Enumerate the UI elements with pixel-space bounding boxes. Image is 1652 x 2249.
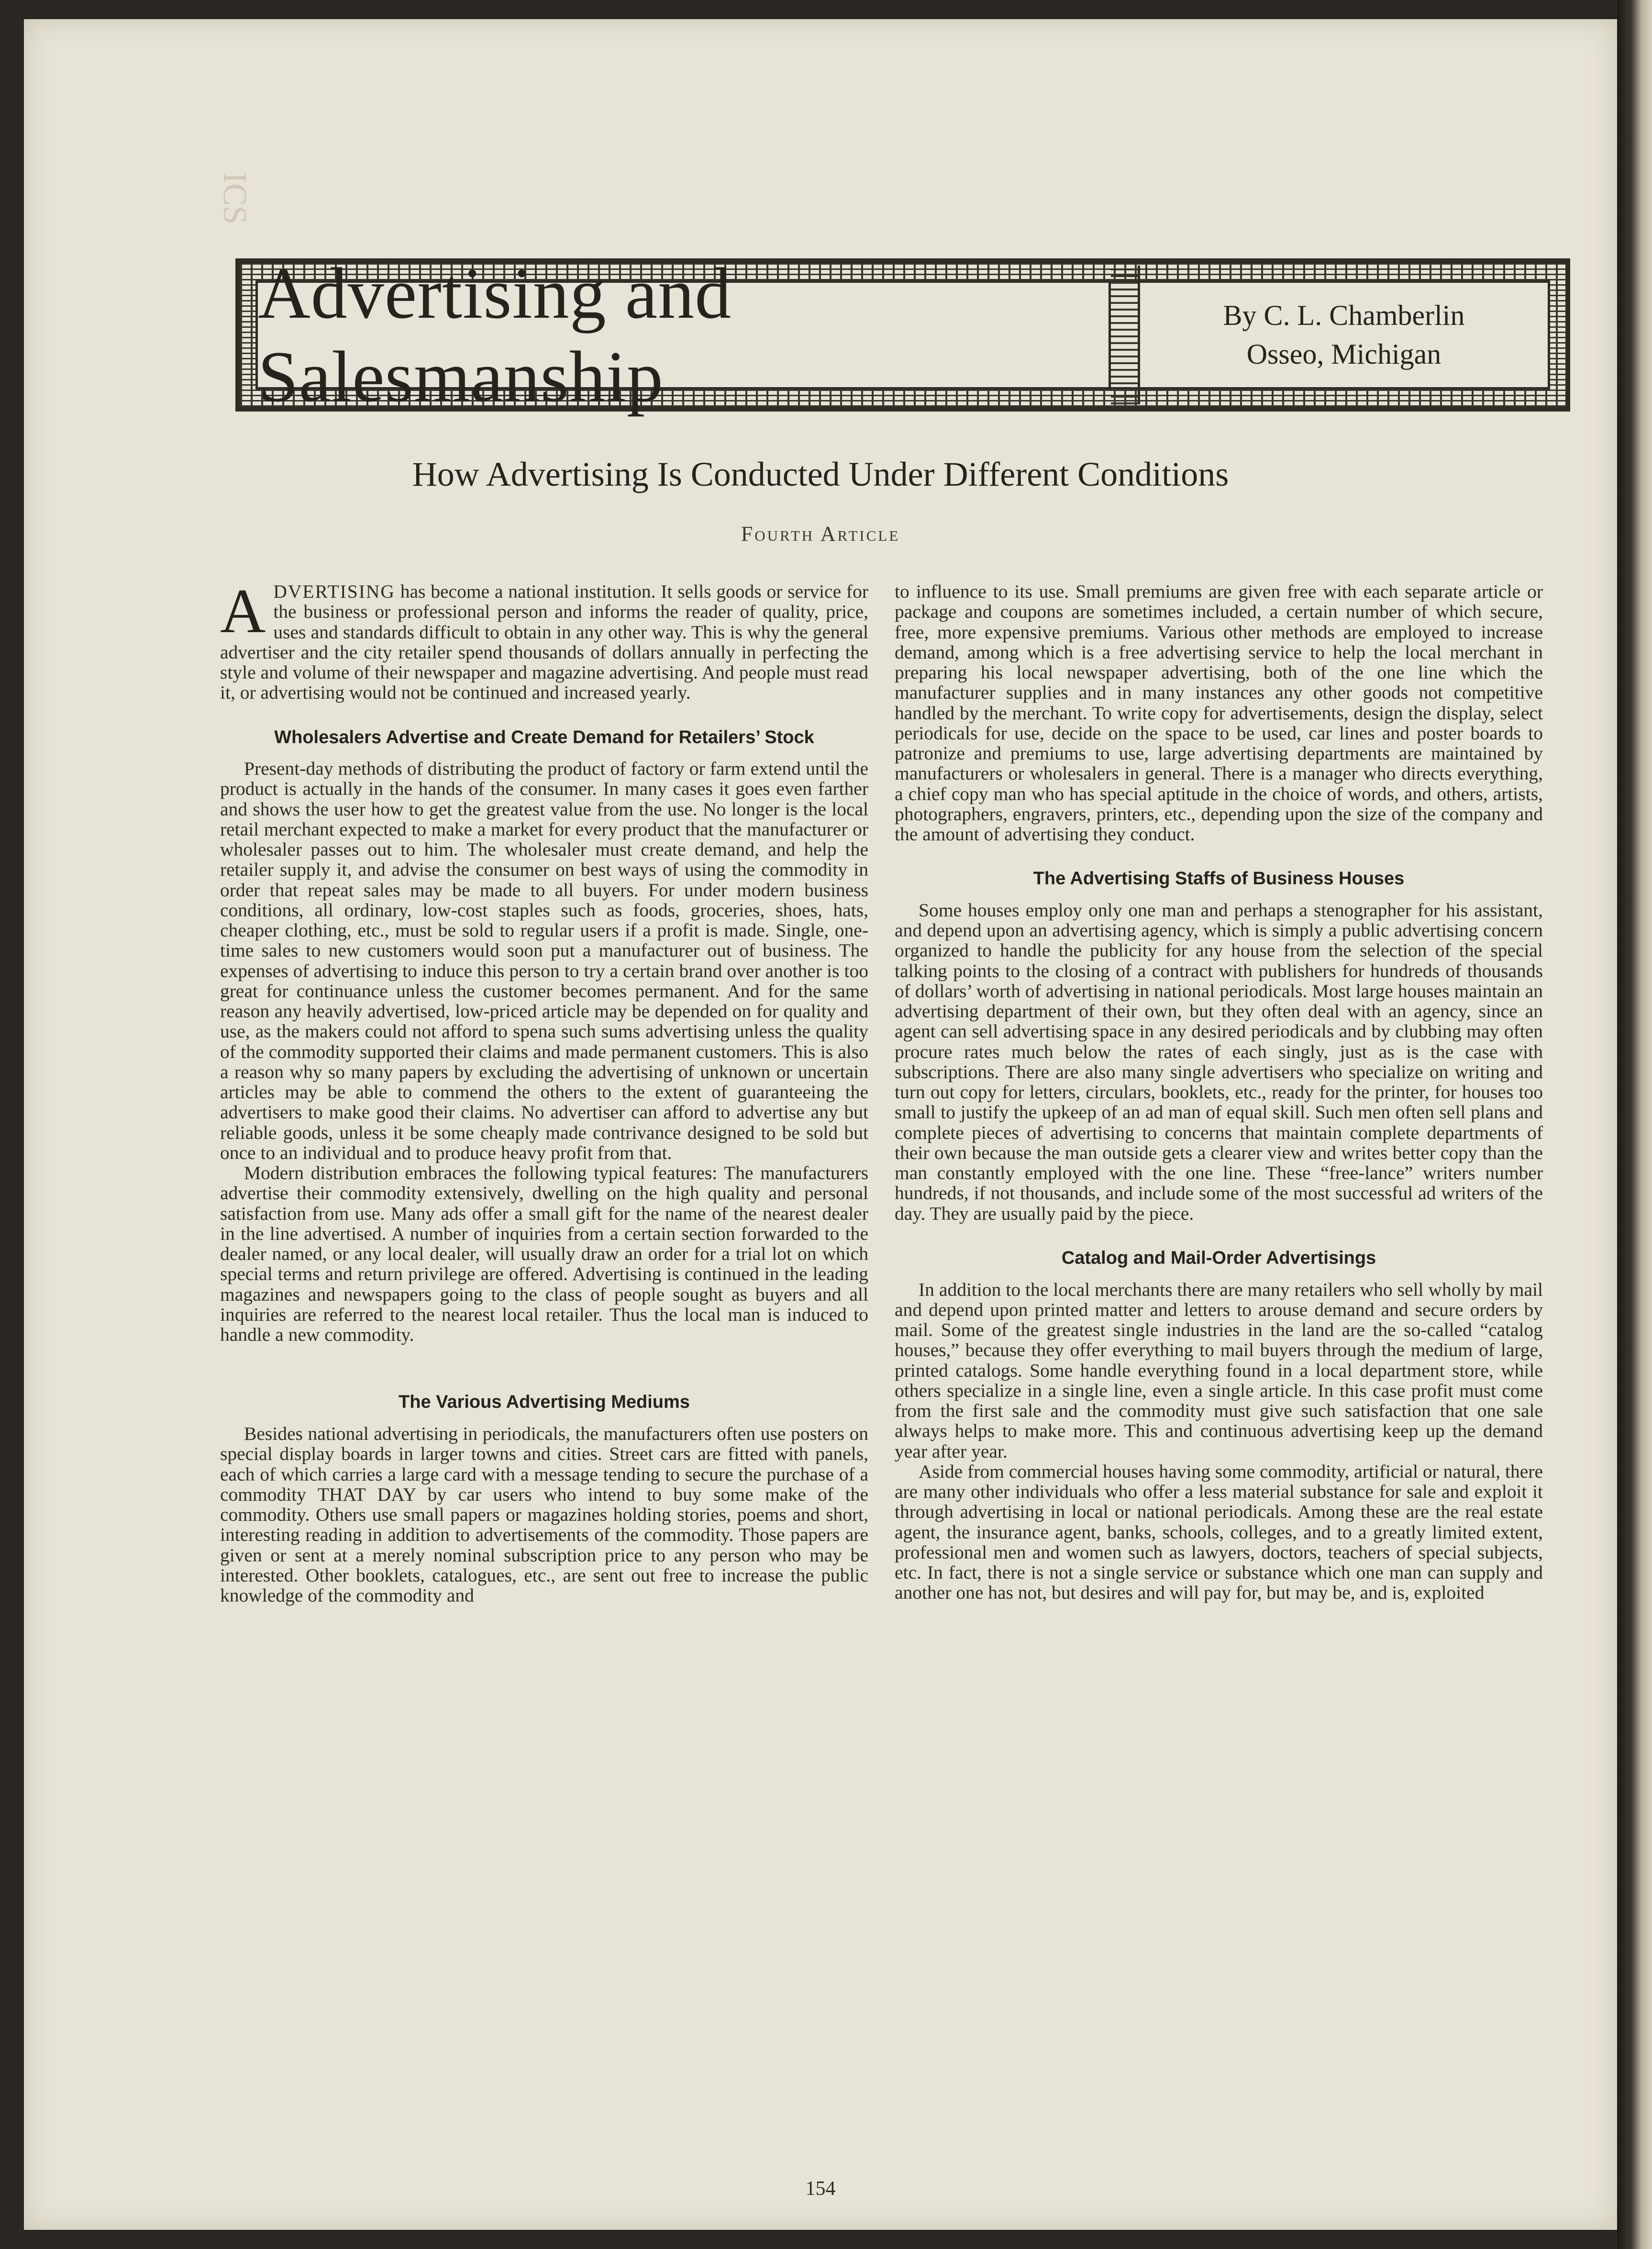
header-divider-ornament — [1111, 266, 1140, 404]
margin-mark: ICS — [216, 172, 253, 224]
section-heading-catalog: Catalog and Mail-Order Advertisings — [1061, 1247, 1376, 1268]
body-paragraph: In addition to the local merchants there are many retailers who sell wholly by mail and depend upon printed matter and letters to arouse demand and secure orders by mail. Some of the greatest single industries in the land are the so-called “catalog houses,” because they offer everything to mail buyers through the medium of large, printed catalogs. Some handle everything found in a local department store, while others specialize in a single line, even a single article. In this case profit must come from the first sale and the commodity must give such satisfaction that one sale always helps to make more. This and continuous advertising keep up the demand year after year. — [895, 1279, 1543, 1462]
body-paragraph: Aside from commercial houses having some commodity, artificial or natural, there are many other individuals who offer a less material substance for sale and exploit it through advertising in local or national periodicals. Among these are the real estate agent, the insurance agent, banks, schools, colleges, and to a greatly limited extent, professional men and women such as lawyers, doctors, teachers of special subjects, etc. In fact, there is not a single service or substance which one man can supply and another one has not, but desires and will pay for, but may be, and is, exploited — [895, 1460, 1543, 1603]
article-number: Fourth Article — [741, 522, 900, 546]
magazine-page — [24, 19, 1617, 2230]
drop-cap: A — [220, 576, 266, 646]
body-paragraph: to influence to its use. Small premiums are given free with each separate article or package and coupons are sometimes included, a certain number of which secure, free, more expensive premiums. Various other methods are employed to increase demand, among which is a free advertising service to help the local merchant in preparing his local newspaper advertising, both of the one line which the manufacturer supplies and in many instances any other goods not competitive handled by the merchant. To write copy for advertisements, design the display, select periodicals for use, decide on the space to be used, car lines and poster boards to patronize and premiums to use, large advertising departments are maintained by manufacturers or wholesalers in general. There is a manager who directs everything, a chief copy man who has special aptitude in the choice of words, and others, artists, photographers, engravers, printers, etc., depending upon the size of the company and the amount of advertising they conduct. — [895, 581, 1543, 845]
intro-paragraph — [220, 576, 868, 703]
body-paragraph: Some houses employ only one man and perhaps a stenographer for his assistant, and depend upon an advertising agency, which is simply a public advertising concern organized to handle the publicity for any house from the selection of the special talking points to the closing of a contract with publishers for hundreds of thousands of dollars’ worth of advertising in national periodicals. Most large houses maintain an advertising department of their own, but they often deal with an agency, since an agent can sell advertising space in any desired periodicals and by clubbing may often procure rates much below the rates of each singly, just as is the case with subscriptions. There are also many single advertisers who specialize on writing and turn out copy for letters, circulars, booklets, etc., ready for the printer, for houses too small to justify the upkeep of an ad man of equal skill. Such men often sell plans and complete pieces of advertising to concerns that maintain complete departments of their own because the man outside gets a clearer view and writes better copy than the man constantly employed with the one line. These “free-lance” writers number hundreds, if not thousands, and include some of the most successful ad writers of the day. They are usually paid by the piece. — [895, 899, 1543, 1224]
body-paragraph: Modern distribution embraces the following typical features: The manufacturers advertise their commodity extensively, dwelling on the high quality and personal satisfaction from use. Many ads offer a small gift for the name of the nearest dealer in the line advertised. A number of inquiries from a certain section forwarded to the dealer named, or any local dealer, will usually draw an order for a trial lot on which special terms and return privilege are offered. Advertising is continued in the leading magazines and newspapers going to the class of people sought as buyers and all inquiries are referred to the nearest local retailer. Thus the local man is induced to handle a new commodity. — [220, 1162, 868, 1346]
article-subtitle: How Advertising Is Conducted Under Different Conditions — [412, 455, 1229, 493]
author-location: Osseo, Michigan — [1246, 338, 1441, 370]
byline — [1140, 283, 1548, 387]
intro-text: has become a national institution. It sells goods or service for the business or professional person and informs the reader of quality, price, uses and standards difficult to obtain in any other way. This is why the general advertiser and the city retailer spend thousands of dollars annually in perfecting the style and volume of their newspaper and magazine advertising. And people must read it, or advertising would not be continued and increased yearly. — [220, 581, 868, 703]
right-column — [895, 581, 1543, 1603]
page-number: 154 — [805, 2178, 836, 2200]
left-column — [220, 576, 868, 1606]
book-spine — [1617, 0, 1652, 2249]
body-paragraph: Besides national advertising in periodicals, the manufacturers often use posters on special display boards in larger towns and cities. Street cars are fitted with panels, each of which carries a large card with a message tending to secure the purchase of a commodity THAT DAY by car users who intend to buy some make of the commodity. Others use small papers or magazines holding stories, poems and short, interesting reading in addition to advertisements of the commodity. Those papers are given or sent at a merely nominal subscription price to any person who may be interested. Other booklets, catalogues, etc., are sent out free to increase the public knowledge of the commodity and — [220, 1423, 868, 1606]
header-band-inner — [255, 253, 1550, 417]
body-paragraph: Present-day methods of distributing the product of factory or farm extend until the product is actually in the hands of the consumer. In many cases it goes even farther and shows the user how to get the greatest value from the use. No longer is the local retail merchant expected to make a market for every product that the manufacturer or wholesaler passes out to him. The wholesaler must create demand, and help the retailer supply it, and advise the consumer on best ways of using the commodity in order that repeat sales may be made to all buyers. For under modern business conditions, all ordinary, low-cost staples such as foods, groceries, shoes, hats, cheaper clothing, etc., must be sold to regular users if a profit is made. Single, one-time sales to new customers would soon put a manufacturer out of business. The expenses of advertising to induce this person to try a certain brand over another is too great for continuance unless the customer becomes permanent. And for the same reason any heavily advertised, low-priced article may be depended on for quality and use, as the makers could not afford to spena such sums advertising unless the quality of the commodity supported their claims and made permanent customers. This is also a reason why so many papers by excluding the advertising of unknown or uncertain articles may be able to commend the others to the extent of guaranteeing the advertisers to make good their claims. No advertiser can afford to advertise any but reliable goods, unless it be some cheaply made contrivance designed to be sold but once to an individual and to produce heavy profit from that. — [220, 758, 868, 1163]
intro-caps: DVERTISING — [273, 581, 395, 602]
section-heading-mediums: The Various Advertising Mediums — [399, 1392, 690, 1413]
page-title: Advertising and Salesmanship — [258, 283, 1111, 387]
section-heading-staffs: The Advertising Staffs of Business Houses — [1033, 868, 1405, 889]
header-band — [235, 253, 1570, 417]
author-name: By C. L. Chamberlin — [1223, 300, 1465, 331]
section-heading-wholesalers: Wholesalers Advertise and Create Demand for Retailers’ Stock — [274, 727, 814, 747]
